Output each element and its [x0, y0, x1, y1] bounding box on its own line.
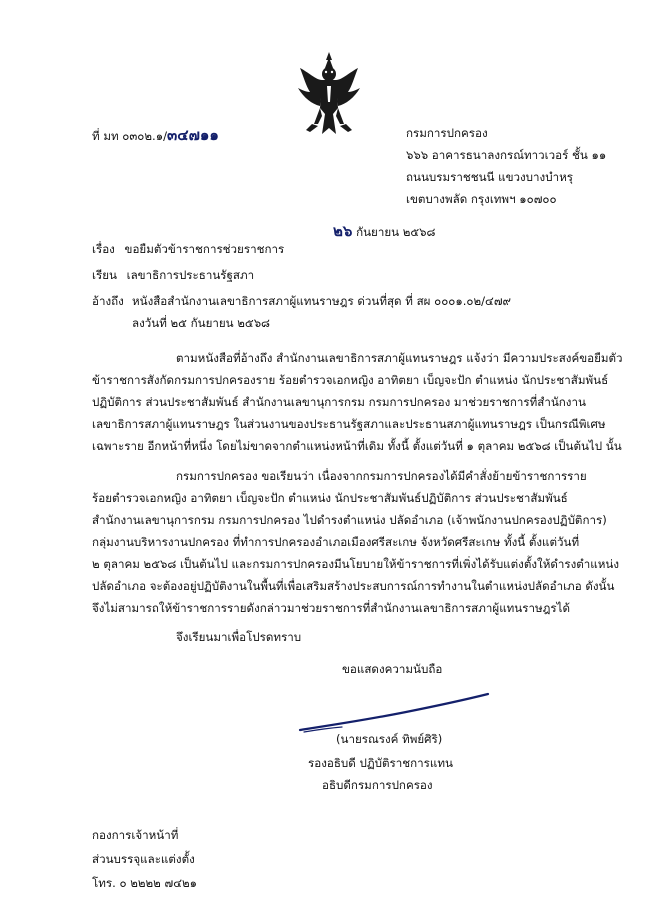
footer-line: กองการเจ้าหน้าที่ — [92, 828, 179, 842]
signature-icon — [296, 690, 492, 736]
paragraph-line: สำนักงานเลขานุการกรม กรมการปกครอง ไปดำรงตำแหน่ง ปลัดอำเภอ (เจ้าพนักงานปกครองปฏิบัติการ) — [92, 513, 607, 527]
org-line: ๖๖๖ อาคารธนาลงกรณ์ทาวเวอร์ ชั้น ๑๑ — [406, 148, 607, 162]
paragraph-line: ตามหนังสือที่อ้างถึง สำนักงานเลขาธิการสภาผู้แทนราษฎร แจ้งว่า มีความประสงค์ขอยืมตัว — [176, 351, 623, 365]
date-day-handwritten: ๒๖ — [333, 222, 353, 240]
reference-line: ลงวันที่ ๒๕ กันยายน ๒๕๖๘ — [132, 316, 271, 330]
paragraph-line: จึงไม่สามารถให้ข้าราชการรายดังกล่าวมาช่วยราชการที่สำนักงานเลขาธิการสภาผู้แทนราษฎรได้ — [92, 601, 570, 615]
reference-line: หนังสือสำนักงานเลขาธิการสภาผู้แทนราษฎร ด่วนที่สุด ที่ สผ ๐๐๐๑.๐๒/๔๗๙ — [132, 294, 512, 308]
recipient-label: เรียน — [92, 268, 117, 282]
recipient-row — [92, 270, 254, 282]
reference-label: อ้างถึง — [92, 294, 124, 308]
garuda-emblem-icon — [296, 50, 362, 138]
valediction: ขอแสดงความนับถือ — [342, 662, 443, 676]
paragraph-line: ร้อยตำรวจเอกหญิง อาทิตยา เบ็ญจะปัก ตำแหน่ง นักประชาสัมพันธ์ปฏิบัติการ ส่วนประชาสัมพันธ์ — [92, 491, 568, 505]
date-month-year: กันยายน ๒๕๖๘ — [356, 225, 436, 239]
org-line: ถนนบรมราชชนนี แขวงบางบำหรุ — [406, 170, 573, 184]
org-line: เขตบางพลัด กรุงเทพฯ ๑๐๗๐๐ — [406, 192, 557, 206]
paragraph-line: ข้าราชการสังกัดกรมการปกครองราย ร้อยตำรวจเอกหญิง อาทิตยา เบ็ญจะปัก ตำแหน่ง นักประชาสัมพันธ์ — [92, 373, 609, 387]
footer-line: ส่วนบรรจุและแต่งตั้ง — [92, 852, 195, 866]
paragraph-line: กรมการปกครอง ขอเรียนว่า เนื่องจากกรมการปกครองได้มีคำสั่งย้ายข้าราชการราย — [176, 469, 587, 483]
subject-row — [92, 244, 284, 256]
paragraph-line: ๒ ตุลาคม ๒๕๖๘ เป็นต้นไป และกรมการปกครองมีนโยบายให้ข้าราชการที่เพิ่งได้รับแต่งตั้งให้ดำรงตำแหน่ง — [92, 557, 620, 571]
signatory-title: อธิบดีกรมการปกครอง — [322, 778, 433, 792]
paragraph-line: ปลัดอำเภอ จะต้องอยู่ปฏิบัติงานในพื้นที่เพื่อเสริมสร้างประสบการณ์การทำงานในตำแหน่งปลัดอำเภอ ดังนั้น — [92, 579, 615, 593]
subject-text: ขอยืมตัวข้าราชการช่วยราชการ — [124, 242, 285, 256]
closing-request: จึงเรียนมาเพื่อโปรดทราบ — [176, 630, 302, 644]
org-line: กรมการปกครอง — [406, 126, 488, 140]
paragraph-line: เลขาธิการสภาผู้แทนราษฎร ในส่วนงานของประธานรัฐสภาและประธานสภาผู้แทนราษฎร เป็นกรณีพิเศษ — [92, 417, 606, 431]
signatory-title: รองอธิบดี ปฏิบัติราชการแทน — [308, 756, 453, 770]
reference-prefix: ที่ มท ๐๓๐๒.๑/ — [92, 129, 167, 143]
subject-label: เรื่อง — [92, 242, 115, 256]
paragraph-line: เฉพาะราย อีกหน้าที่หนึ่ง โดยไม่ขาดจากตำแหน่งหน้าที่เดิม ทั้งนี้ ตั้งแต่วันที่ ๑ ตุลาคม ๒๕๖๘ เป็นต้นไป นั้น — [92, 439, 622, 453]
document-date — [333, 224, 435, 239]
recipient-text: เลขาธิการประธานรัฐสภา — [126, 268, 255, 282]
signatory-name: (นายรณรงค์ ทิพย์ศิริ) — [336, 732, 443, 746]
reference-number — [92, 128, 219, 143]
paragraph-line: ปฏิบัติการ ส่วนประชาสัมพันธ์ สำนักงานเลขานุการกรม กรมการปกครอง มาช่วยราชการที่สำนักงาน — [92, 395, 586, 409]
paragraph-line: กลุ่มงานบริหารงานปกครอง ที่ทำการปกครองอำเภอเมืองศรีสะเกษ จังหวัดศรีสะเกษ ทั้งนี้ ตั้งแต่วันที่ — [92, 535, 580, 549]
footer-line: โทร. ๐ ๒๒๒๒ ๗๔๒๑ — [92, 876, 197, 890]
reference-number-handwritten: ๓๔๗๑๑ — [166, 126, 219, 144]
